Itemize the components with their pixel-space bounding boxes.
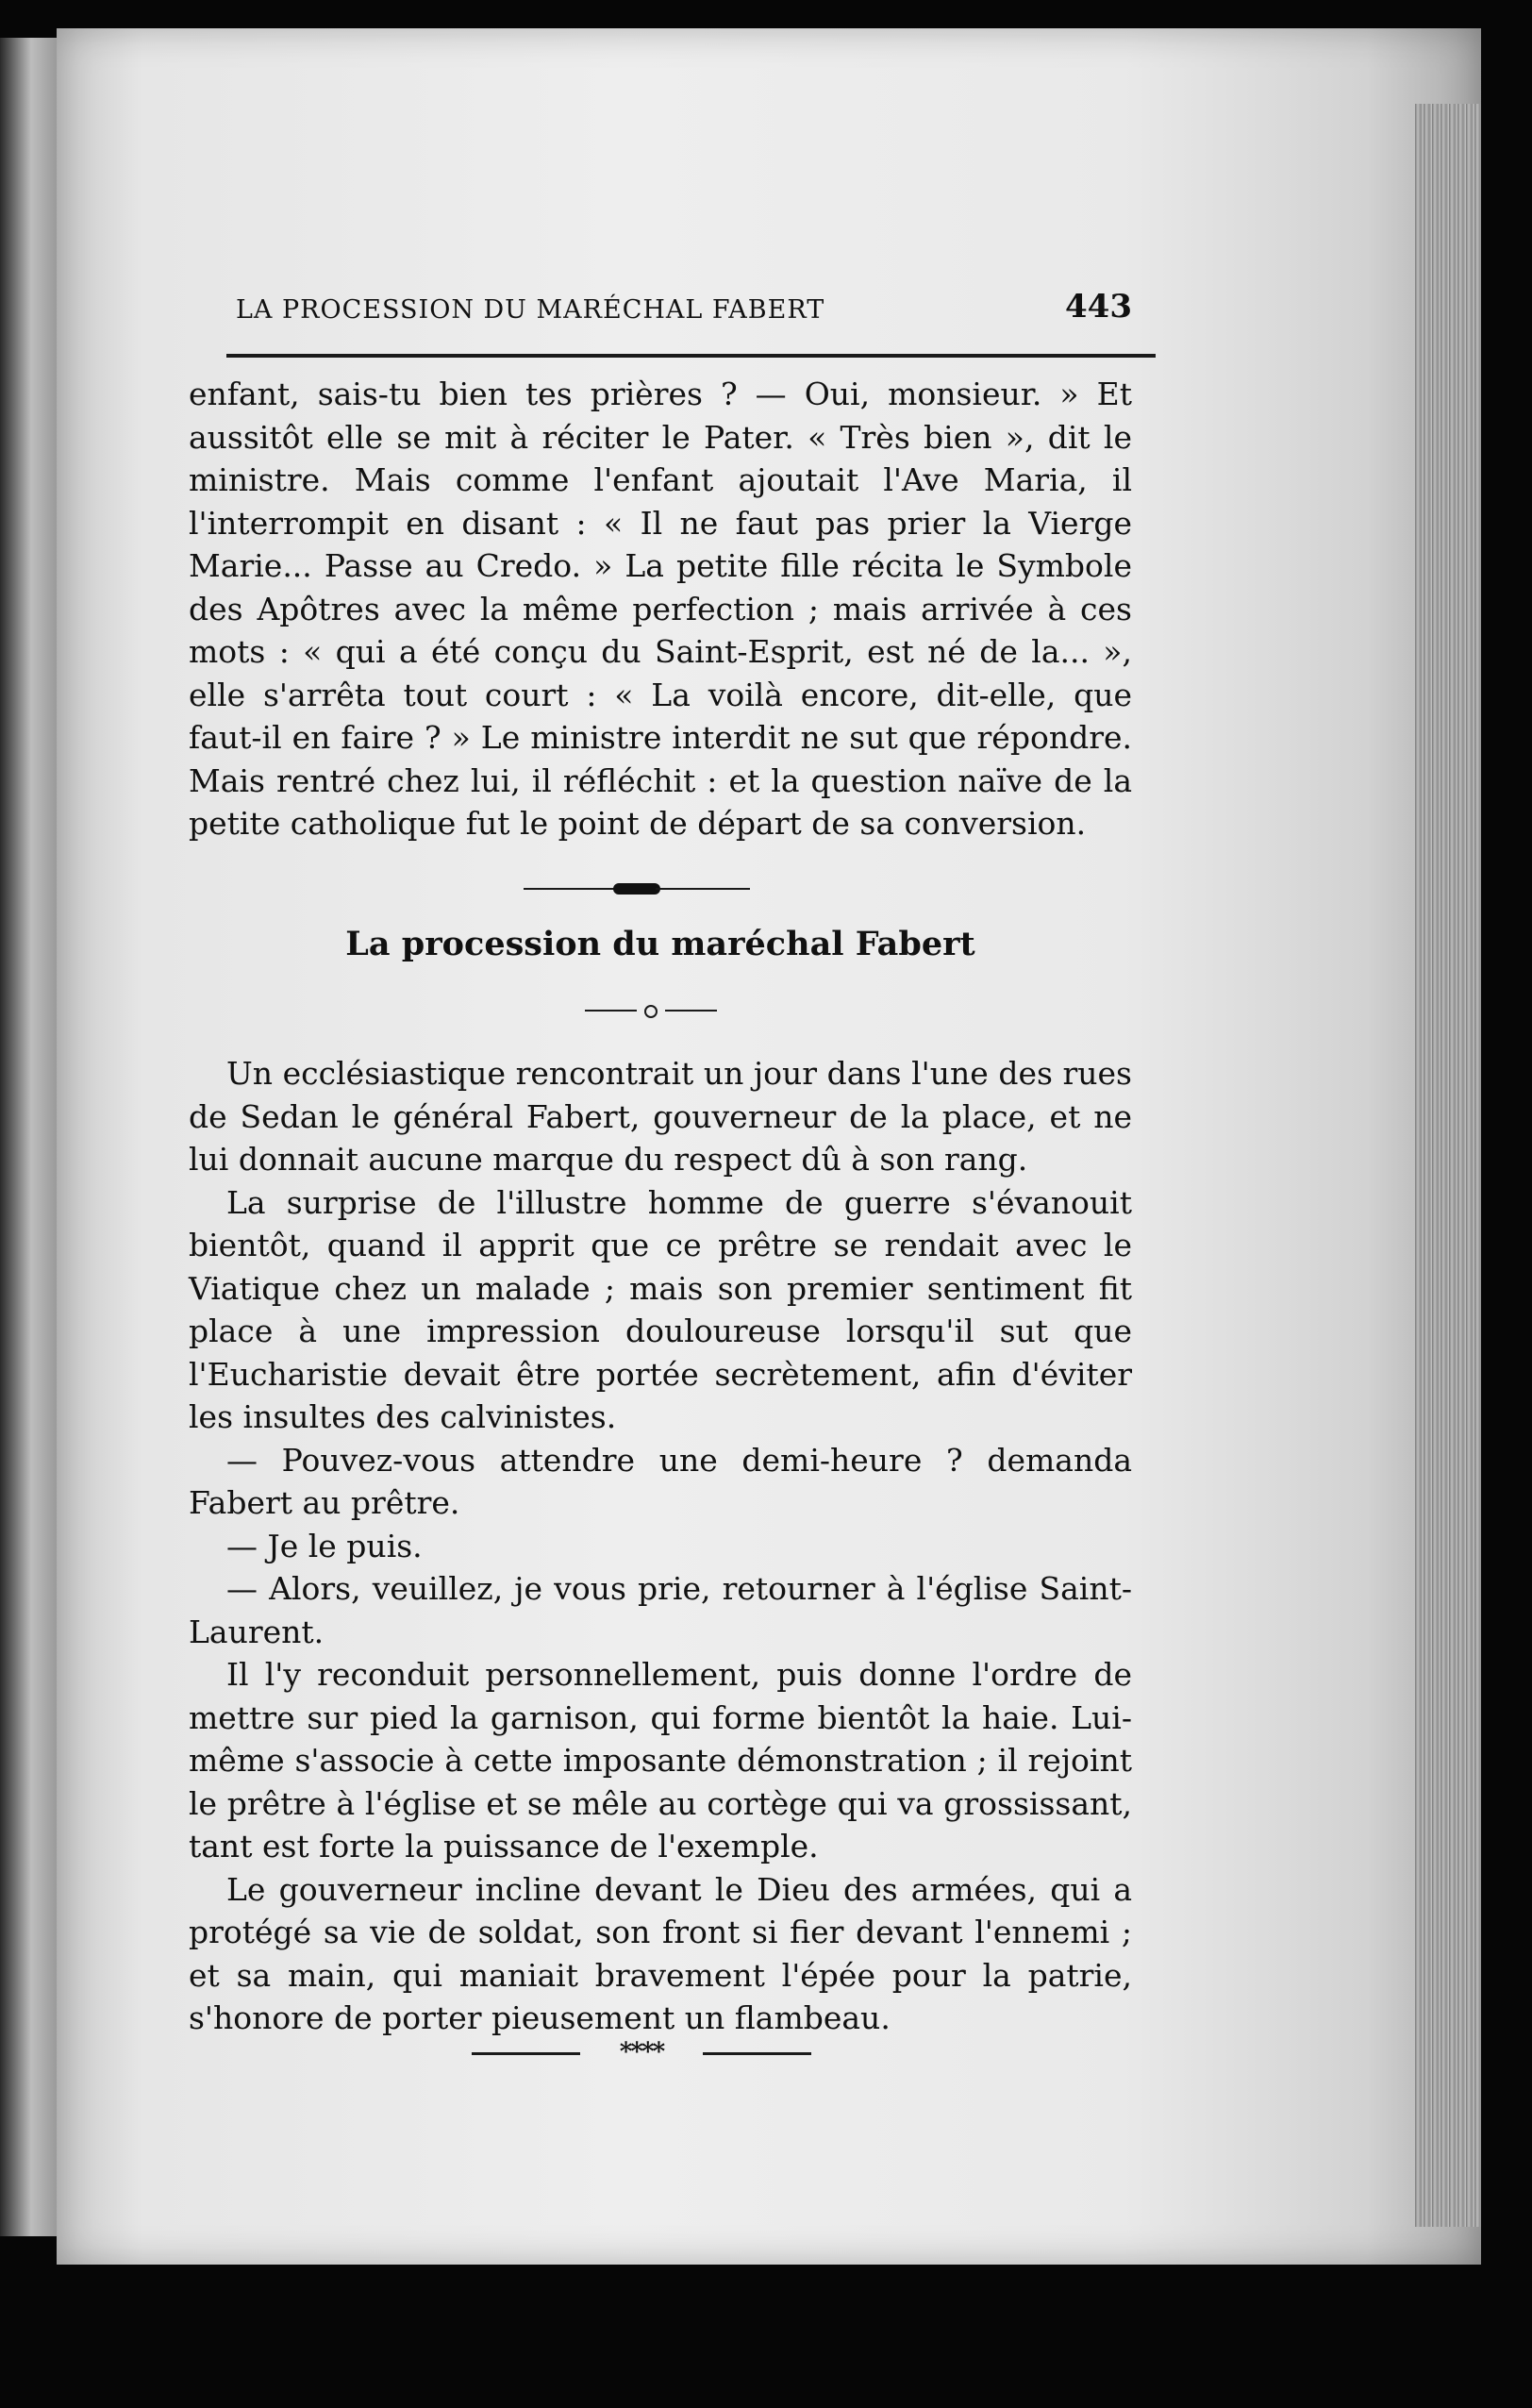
ornament-line-left (585, 1010, 637, 1012)
book-page (57, 28, 1481, 2265)
page-number: 443 (1065, 288, 1132, 326)
paragraph: Un ecclésiastique rencontrait un jour dans l'une des rues de Sedan le général Fabert, gouverneur de la place, et ne lui donnait aucune marque du respect dû à son rang. (189, 1055, 1132, 1178)
paragraph: — Je le puis. (226, 1527, 423, 1564)
paragraph: — Alors, veuillez, je vous prie, retourner à l'église Saint-Laurent. (189, 1570, 1132, 1650)
running-head (189, 278, 1132, 335)
paragraph: Il l'y reconduit personnellement, puis donne l'ordre de mettre sur pied la garnison, qui forme bientôt la haie. Lui-même s'associe à cette imposante démonstration ; il rejoint le prêtre à l'église et se mêle au cortège qui va grossissant, tant est forte la puissance de l'exemple. (189, 1656, 1132, 1865)
ornament-flourish (613, 883, 660, 895)
running-title: LA PROCESSION DU MARÉCHAL FABERT (236, 295, 825, 325)
paragraph: La surprise de l'illustre homme de guerre s'évanouit bientôt, quand il apprit que ce prêtre se rendait avec le Viatique chez un malade ; mais son premier sentiment fit place à une impression douloureuse lorsqu'il sut que l'Eucharistie devait être portée secrètement, afin d'éviter les insultes des calvinistes. (189, 1183, 1132, 1435)
ornament-line-right (665, 1010, 717, 1012)
ornament-line-right (656, 888, 750, 890)
ornament-line-left (524, 888, 618, 890)
ornament-circle (644, 1005, 658, 1018)
section-body (189, 1052, 1132, 2040)
continued-passage (189, 373, 1132, 845)
ornament-line-right (703, 2052, 811, 2055)
header-rule (226, 354, 1156, 358)
title-ornament (585, 1000, 717, 1019)
previous-page-edge (0, 38, 57, 2236)
ornament-line-left (472, 2052, 580, 2055)
end-ornament (472, 2038, 811, 2066)
page-stack-edge (1415, 104, 1481, 2227)
paragraph: Le gouverneur incline devant le Dieu des armées, qui a protégé sa vie de soldat, son front si fier devant l'ennemi ; et sa main, qui maniait bravement l'épée pour la patrie, s'honore de porter pieusement un flambeau. (189, 1870, 1132, 2036)
paragraph: enfant, sais-tu bien tes prières ? — Oui, monsieur. » Et aussitôt elle se mit à réciter le Pater. « Très bien », dit le ministre. Mais comme l'enfant ajoutait l'Ave Maria, il l'interrompit en disant : « Il ne faut pas prier la Vierge Marie... Passe au Credo. » La petite fille récita le Symbole des Apôtres avec la même perfection ; mais arrivée à ces mots : « qui a été conçu du Saint-Esprit, est né de la... », elle s'arrêta tout court : « La voilà encore, dit-elle, que faut-il en faire ? » Le ministre interdit ne sut que répondre. Mais rentré chez lui, il réfléchit : et la question naïve de la petite catholique fut le point de départ de sa conversion. (189, 376, 1132, 842)
section-title: La procession du maréchal Fabert (345, 925, 975, 963)
section-divider-ornament (524, 882, 750, 895)
paragraph: — Pouvez-vous attendre une demi-heure ? demanda Fabert au prêtre. (189, 1441, 1132, 1521)
end-mark: **** (619, 2038, 664, 2066)
